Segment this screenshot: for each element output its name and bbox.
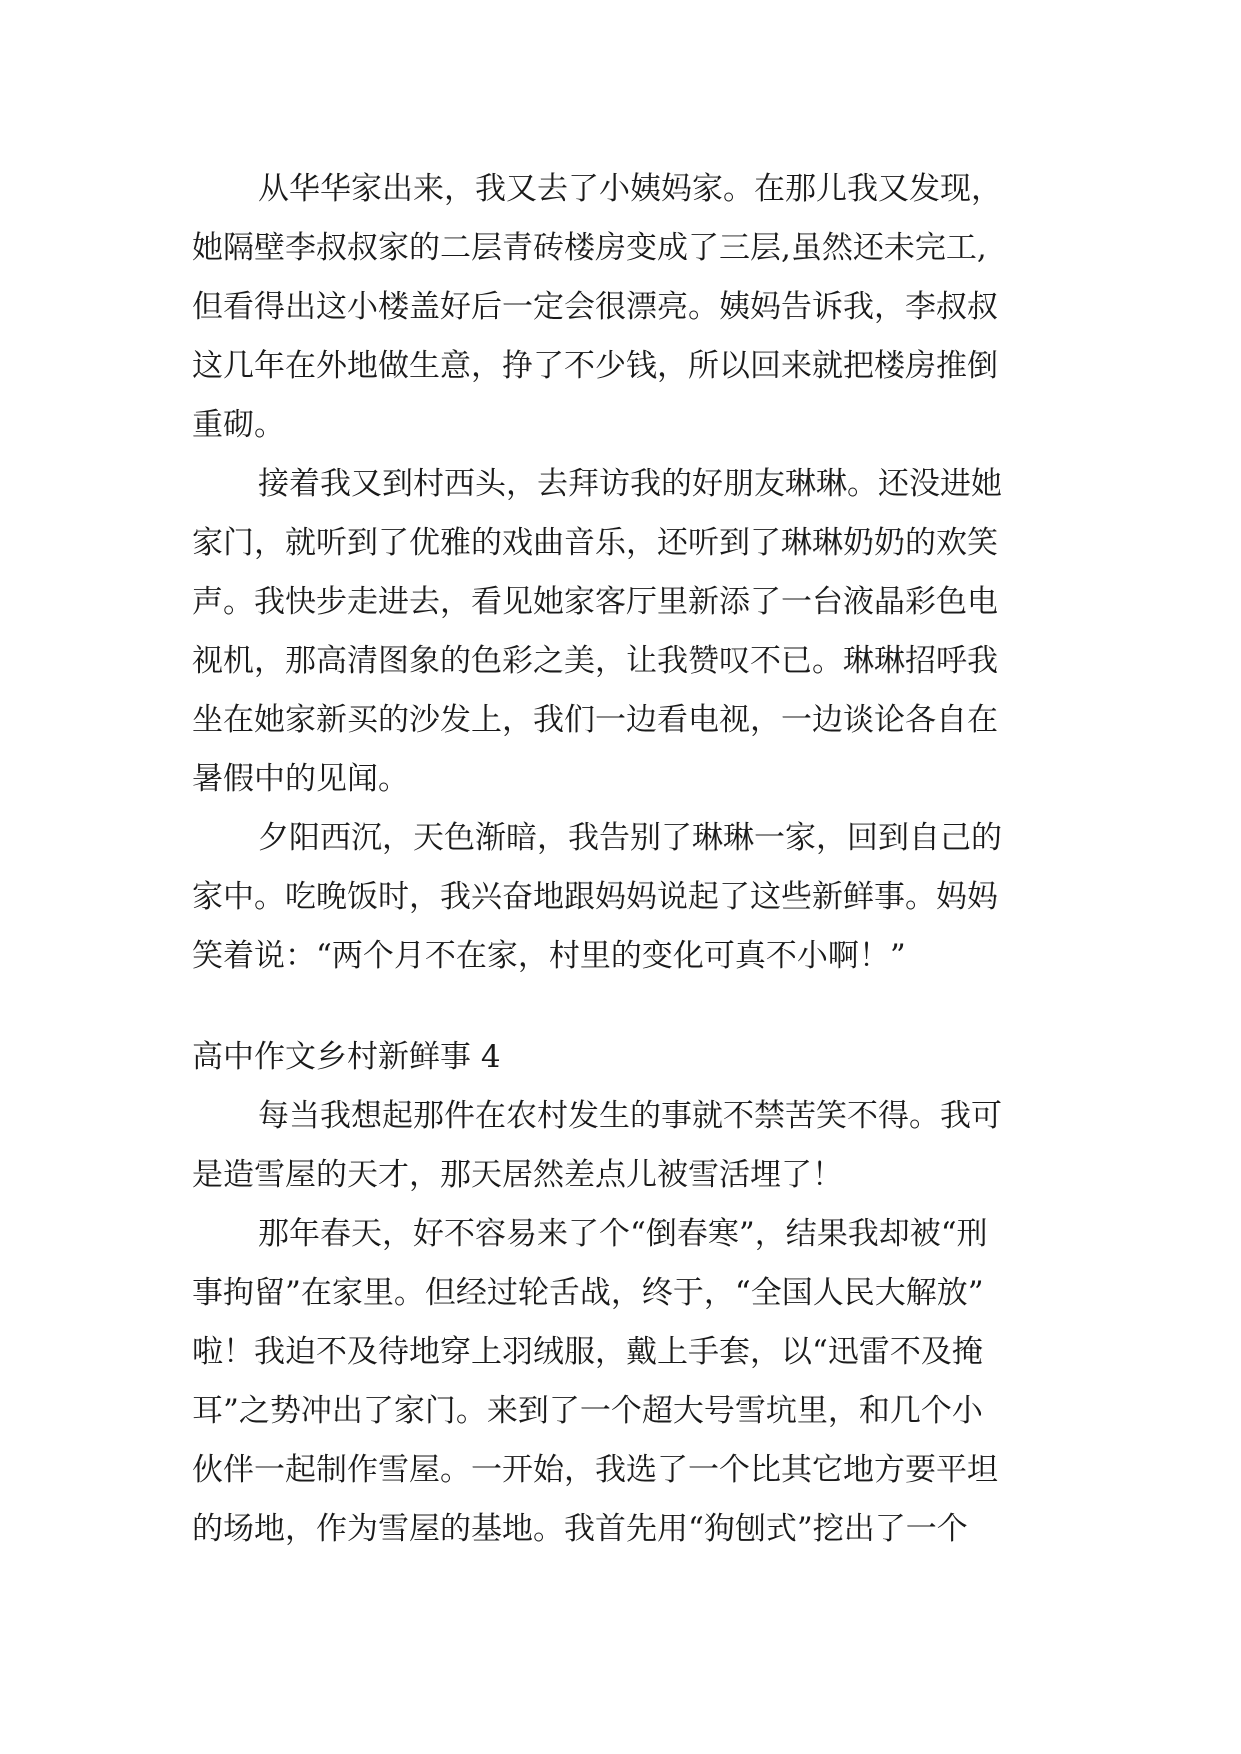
- paragraph-line: 接着我又到村西头，去拜访我的好朋友琳琳。还没进她: [258, 466, 1002, 502]
- paragraph-line: 暑假中的见闻。: [192, 761, 409, 797]
- paragraph-line: 视机，那高清图象的色彩之美，让我赞叹不已。琳琳招呼我: [192, 643, 998, 679]
- paragraph-line: 笑着说：“两个月不在家，村里的变化可真不小啊！”: [192, 938, 906, 974]
- paragraph-line: 那年春天，好不容易来了个“倒春寒”，结果我却被“刑: [258, 1216, 988, 1252]
- section-title: 高中作文乡村新鲜事 4: [192, 1039, 501, 1075]
- paragraph-line: 重砌。: [192, 407, 285, 443]
- paragraph-line: 耳”之势冲出了家门。来到了一个超大号雪坑里，和几个小: [192, 1393, 983, 1429]
- paragraph-line: 这几年在外地做生意，挣了不少钱，所以回来就把楼房推倒: [192, 348, 998, 384]
- paragraph-line: 声。我快步走进去，看见她家客厅里新添了一台液晶彩色电: [192, 584, 998, 620]
- paragraph-line: 事拘留”在家里。但经过轮舌战，终于，“全国人民大解放”: [192, 1275, 984, 1311]
- paragraph-line: 啦！我迫不及待地穿上羽绒服，戴上手套，以“迅雷不及掩: [192, 1334, 983, 1370]
- paragraph-line: 家中。吃晚饭时，我兴奋地跟妈妈说起了这些新鲜事。妈妈: [192, 879, 998, 915]
- paragraph-line: 每当我想起那件在农村发生的事就不禁苦笑不得。我可: [258, 1098, 1002, 1134]
- paragraph-line: 的场地，作为雪屋的基地。我首先用“狗刨式”挖出了一个: [192, 1511, 968, 1547]
- paragraph-line: 但看得出这小楼盖好后一定会很漂亮。姨妈告诉我，李叔叔: [192, 289, 998, 325]
- paragraph-line: 她隔壁李叔叔家的二层青砖楼房变成了三层,虽然还未完工,: [192, 230, 987, 266]
- paragraph-line: 从华华家出来，我又去了小姨妈家。在那儿我又发现，: [258, 171, 1002, 207]
- paragraph-line: 是造雪屋的天才，那天居然差点儿被雪活埋了！: [192, 1157, 843, 1193]
- paragraph-line: 夕阳西沉，天色渐暗，我告别了琳琳一家，回到自己的: [258, 820, 1002, 856]
- paragraph-line: 家门，就听到了优雅的戏曲音乐，还听到了琳琳奶奶的欢笑: [192, 525, 998, 561]
- paragraph-line: 坐在她家新买的沙发上，我们一边看电视，一边谈论各自在: [192, 702, 998, 738]
- paragraph-line: 伙伴一起制作雪屋。一开始，我选了一个比其它地方要平坦: [192, 1452, 998, 1488]
